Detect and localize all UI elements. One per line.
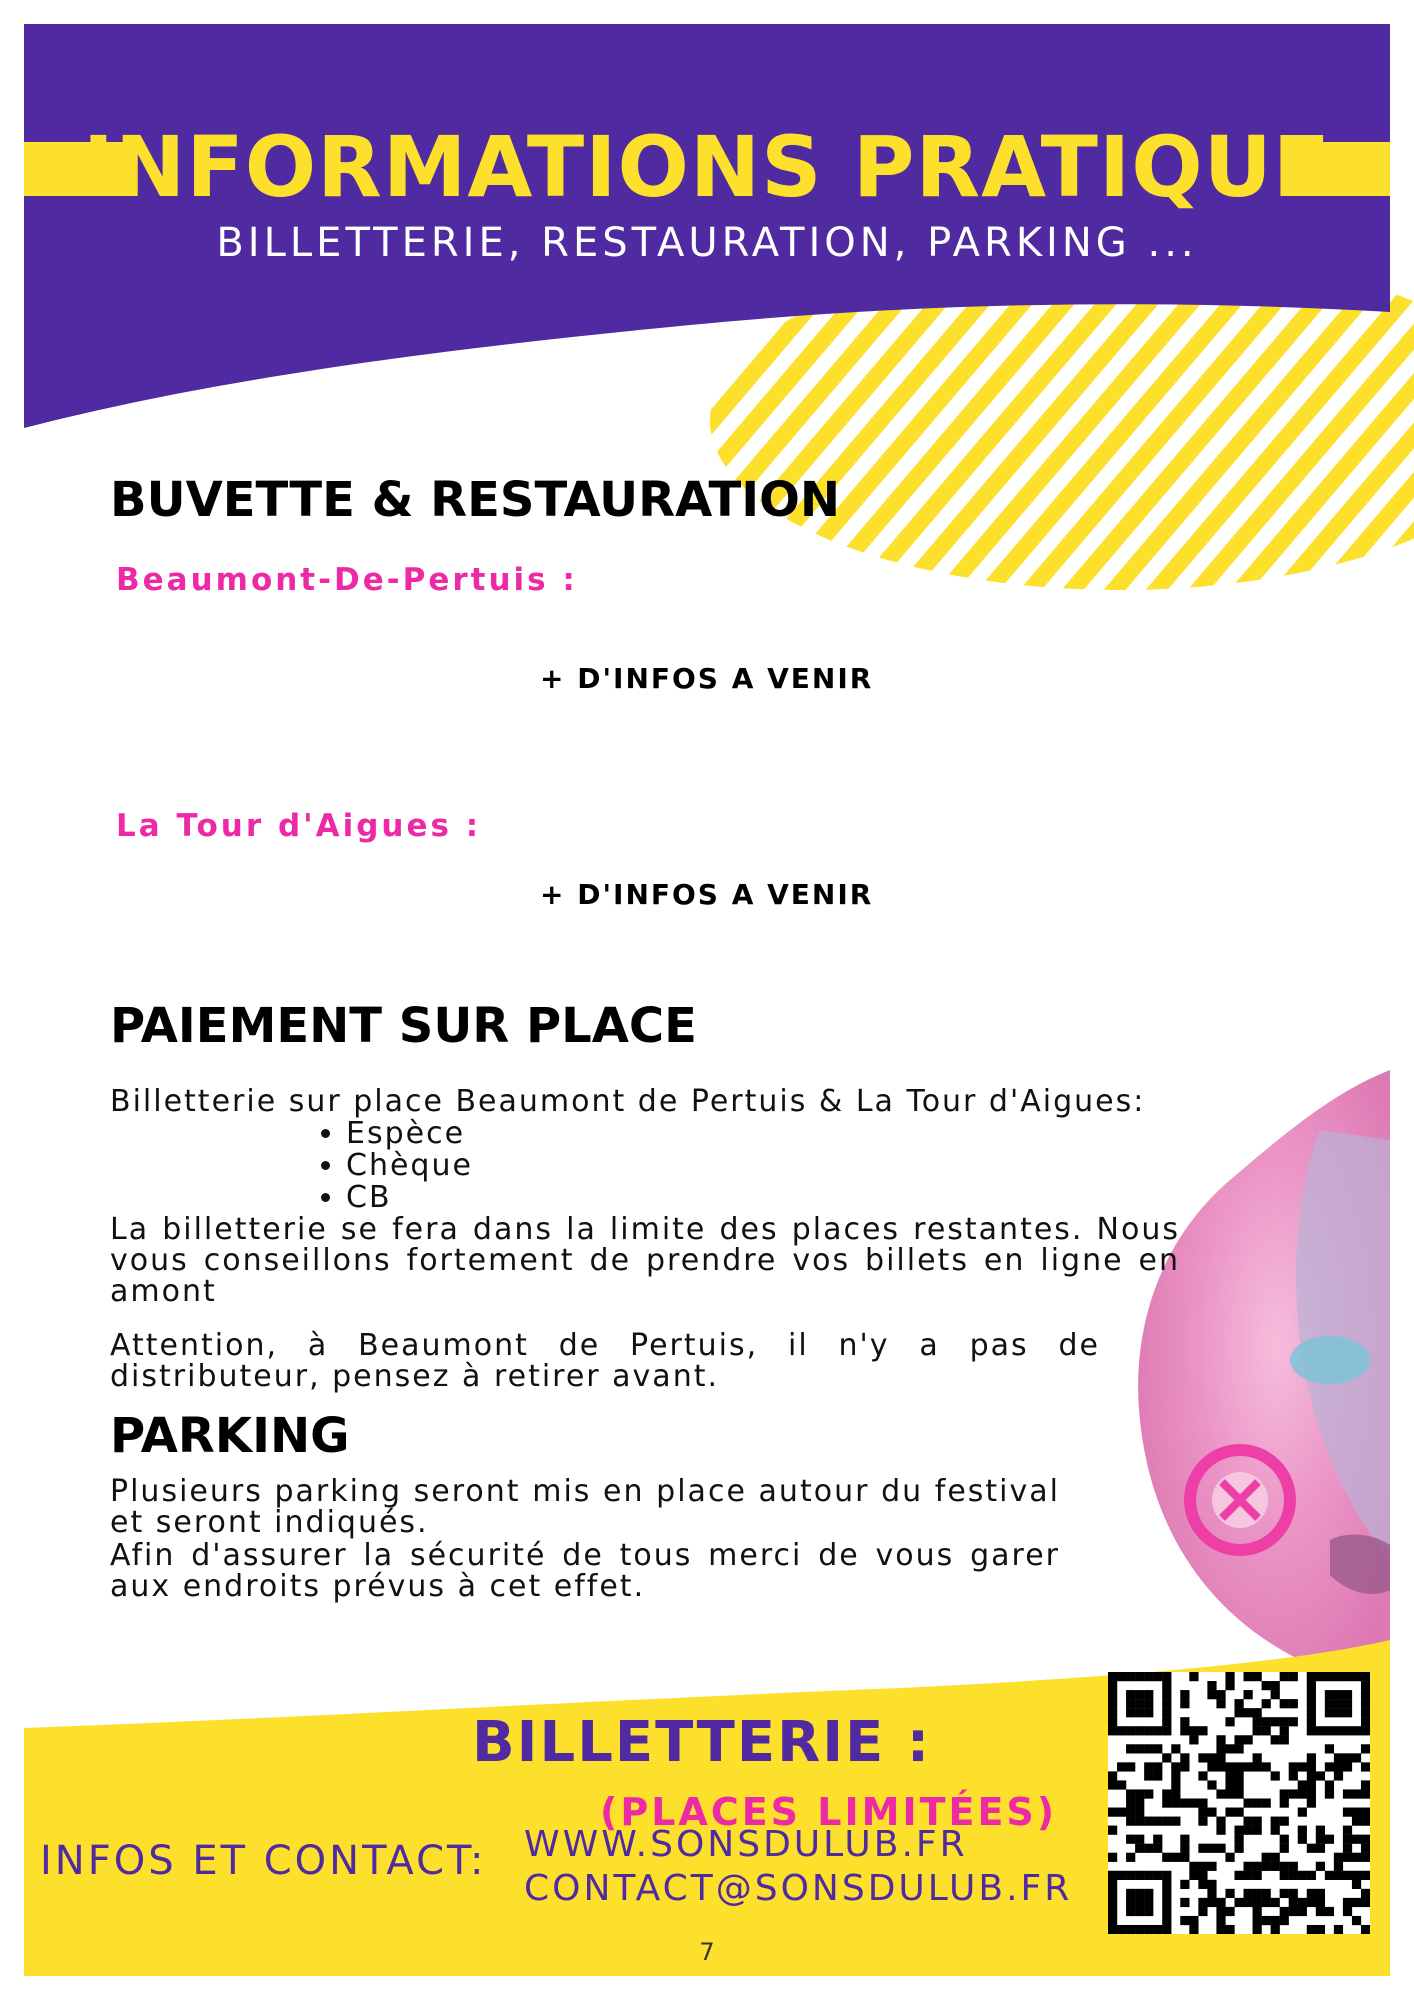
- parking-heading: PARKING: [110, 1408, 350, 1464]
- venue-la-tour-info: + D'INFOS A VENIR: [540, 878, 874, 911]
- venue-beaumont-info: + D'INFOS A VENIR: [540, 662, 874, 695]
- billetterie-heading: BILLETTERIE :: [472, 1710, 932, 1775]
- email-link[interactable]: CONTACT@SONSDULUB.FR: [524, 1868, 1073, 1909]
- page-subtitle: BILLETTERIE, RESTAURATION, PARKING ...: [216, 220, 1198, 266]
- venue-beaumont: Beaumont-De-Pertuis :: [116, 562, 578, 598]
- payment-method-cash: • Espèce: [346, 1118, 473, 1150]
- paiement-heading: PAIEMENT SUR PLACE: [110, 998, 697, 1054]
- places-limitees: (PLACES LIMITÉES): [600, 1790, 1058, 1834]
- contact-label: INFOS ET CONTACT:: [40, 1838, 487, 1884]
- payment-methods-list: [306, 1118, 473, 1214]
- parking-text-1: Plusieurs parking seront mis en place autour du festival et seront indiqués.: [110, 1474, 1060, 1540]
- page-title: INFORMATIONS PRATIQUE: [82, 118, 1332, 216]
- paiement-note: La billetterie se fera dans la limite des places restantes. Nous vous conseillons fortement de prendre vos billets en ligne en amont: [110, 1212, 1180, 1309]
- festival-artwork-illustration: [1138, 1070, 1390, 1680]
- payment-method-cheque: • Chèque: [346, 1150, 473, 1182]
- paiement-warning: Attention, à Beaumont de Pertuis, il n'y a pas de distributeur, pensez à retirer avant.: [110, 1328, 1100, 1394]
- ticketing-qr-code[interactable]: [1108, 1672, 1370, 1934]
- page-number: 7: [699, 1938, 715, 1966]
- buvette-heading: BUVETTE & RESTAURATION: [110, 472, 841, 528]
- parking-text-2: Afin d'assurer la sécurité de tous merci de vous garer aux endroits prévus à cet effet.: [110, 1538, 1060, 1604]
- paiement-intro: Billetterie sur place Beaumont de Pertuis & La Tour d'Aigues:: [110, 1084, 1146, 1119]
- payment-method-card: • CB: [346, 1182, 473, 1214]
- website-link[interactable]: WWW.SONSDULUB.FR: [524, 1824, 968, 1865]
- venue-la-tour: La Tour d'Aigues :: [116, 808, 482, 844]
